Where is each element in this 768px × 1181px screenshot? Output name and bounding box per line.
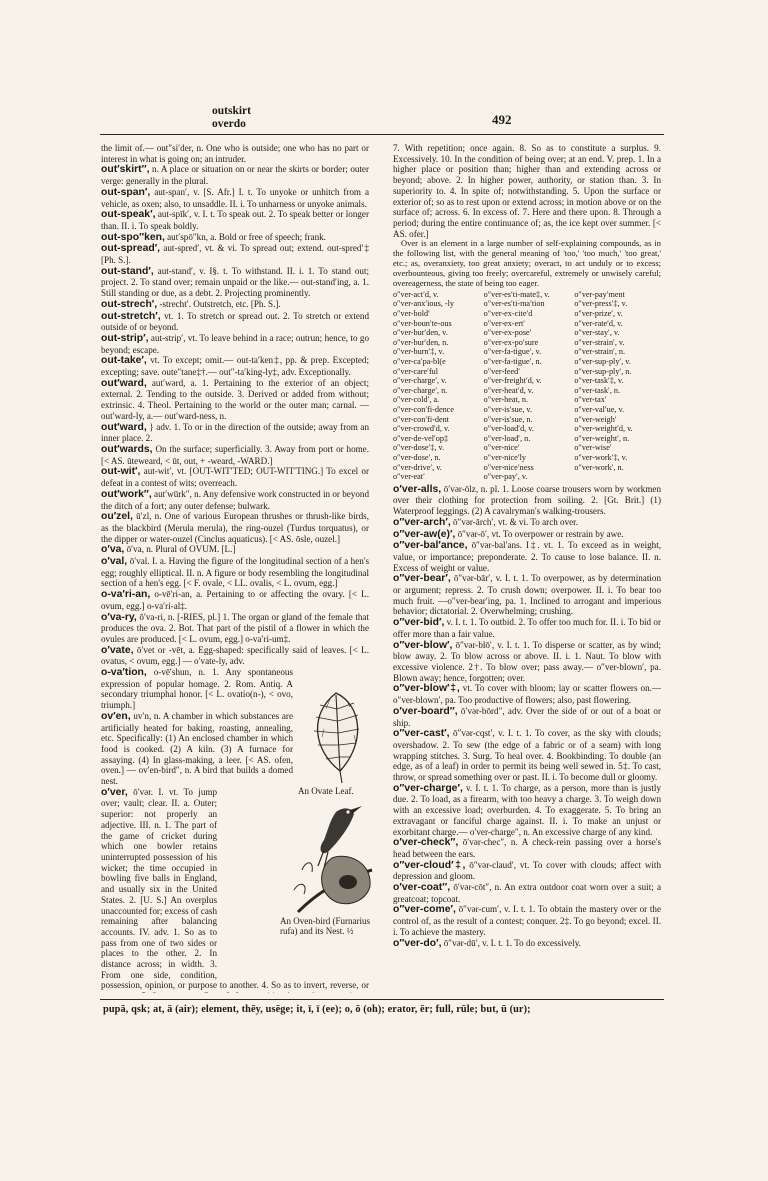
compound-word: o″ver-nice′ness [483, 462, 534, 472]
definition: ō″vər-ō′, vt. To overpower or restrain by awe. [455, 528, 624, 539]
dictionary-entry [393, 837, 661, 859]
compound-word: o″ver-dose′, n. [393, 452, 441, 462]
headword: o″ver-cloud′‡, [393, 859, 466, 871]
dictionary-entry [101, 544, 369, 556]
headword: out-speak′, [101, 209, 156, 221]
compound-word: o″ver-bur′den, v. [393, 328, 448, 338]
definition: n. A place or situation on or near the skirts or border; outer verge: generally in the plural. [101, 164, 369, 187]
definition: aut-spred′, vt. & vi. To spread out; extend. out-spred′‡ [Ph. S.]. [101, 243, 369, 266]
compound-word: o″ver-press′‡, v. [574, 299, 628, 309]
compound-word: o″ver-feed′ [483, 366, 521, 376]
compound-word: o″ver-strain′, v. [574, 337, 625, 347]
right-entries [393, 484, 661, 950]
definition: ō′vər-chec″, n. A check-rein passing over a horse's head between the ears. [393, 837, 661, 859]
headword: o′val, [101, 556, 128, 568]
dictionary-entry [101, 243, 369, 265]
headword: o″ver-bal′ance, [393, 540, 468, 552]
headword: o′ver-alls, [393, 483, 442, 495]
headword: out-strip′, [101, 332, 149, 344]
headword: o′va, [101, 544, 125, 556]
compound-word: o″ver-dose′‡, v. [393, 443, 445, 453]
compound-word: o″ver-bold′ [393, 309, 430, 319]
compound-word: o″ver-ex-cite′d [483, 309, 533, 319]
compound-word: o″ver-ex-po′sure [483, 337, 539, 347]
definition: the limit of.— out″si′der, n. One who is outside; one who has no part or interest in what is going on; an intruder. [101, 143, 369, 164]
definition: vt. 1. To stretch or spread out. 2. To stretch or extend outside of or beyond. [101, 310, 369, 333]
compound-word: o″ver-sup-ply′, v. [574, 357, 631, 367]
definition: o-vē′ri-an, a. Pertaining to or affecting the ovary. [< L. ovum, egg.] o-va′ri-al‡. [101, 589, 369, 611]
ovate-leaf-illustration [300, 685, 372, 785]
dictionary-entry [393, 904, 661, 937]
dictionary-entry [101, 232, 369, 244]
headword: o″ver-blow′, [393, 639, 453, 651]
dictionary-entry [101, 143, 369, 164]
dictionary-entry [393, 484, 661, 517]
compound-word: o″ver-load′d, v. [483, 424, 534, 434]
page-number: 492 [492, 112, 512, 127]
dictionary-entry [101, 164, 369, 186]
dictionary-entry [393, 573, 661, 617]
definition: ō′vet or -vēt, a. Egg-shaped: specifically said of leaves. [< L. ovatus, < ovum, egg.] — o′vate-ly, adv. [101, 644, 369, 667]
definition: ō′vər. I. vt. To jump over; vault; clear. II. a. Outer; superior: not properly an adjective. III. n. 1. The part of the game of cricket during which one bowler retains uninterrupted possession of his wicket; the time occupied in bowling five balls in England, and usually six in the United States. 2. [U. S.] An overplus unaccounted for; excess of cash remaining after balancing accounts. IV. adv. 1. So as to pass from one of two sides or places to the other. 2. In distance across; in width. 3. From one side, condition, possession, opinion, or purpose to another. 4. So as to invert, reverse, or [101, 786, 369, 991]
definition: uv′n, n. A chamber in which substances are artificially heated for baking, roasting, annealing, etc. Specifically: (1) An enclosed chamber in which food is cooked. (2) A kiln. (3) A furnace for assaying. (4) In glass-making, a leer. [< AS. ofen, oven.] — ov′en-bird″, n. A bird that builds a domed nest. [101, 710, 293, 787]
definition: ō′va, n. Plural of OVUM. [L.] [124, 544, 236, 555]
definition: aut-wit′, vt. [OUT-WIT′TED; OUT-WIT′TING.] To excel or defeat in a contest of wits; overreach. [101, 466, 369, 489]
definition: ō″vər-bār′, v. I. t. 1. To overpower, as by determination or argument; repress. 2. To crush down; overpower. II. i. To bear too much fruit. —o″ver-bear′ing, pa. 1. Inclined to arrogant and imperious behavior; dictatorial. 2. Overwhelming; crushing. [393, 573, 661, 617]
compound-word: o″ver-weigh′ [574, 414, 617, 424]
compound-word: o″ver-de-vel′op‡ [393, 433, 449, 443]
headword: out′skirt″, [101, 164, 150, 176]
headword: out-spo″ken, [101, 231, 165, 243]
dictionary-entry [101, 556, 369, 589]
definition: -strecht′. Outstretch, etc. [Ph. S.]. [157, 298, 281, 309]
compound-word: o″ver-weight′, n. [574, 433, 630, 443]
compound-word: o″ver-act′d, v. [393, 289, 439, 299]
headword: o′ver, [101, 786, 128, 798]
compound-word: o″ver-stay′, v. [574, 328, 620, 338]
headword: o′ver-coat″, [393, 882, 451, 894]
dictionary-entry [393, 860, 661, 882]
headword: o′vate, [101, 644, 134, 656]
figure-space [217, 787, 293, 977]
compound-word: o″ver-sup-ply′, n. [574, 366, 632, 376]
compound-word: o″ver-ex-pose′ [483, 328, 532, 338]
guide-word-last: overdo [212, 118, 246, 130]
leaf-caption: An Ovate Leaf. [298, 786, 354, 796]
dictionary-entry [101, 378, 369, 422]
dictionary-entry [101, 511, 369, 544]
definition: vt. To cover with bloom; lay or scatter flowers on.— o″ver-blown′, pa. Too productive of flowers; also, past flowering. [393, 683, 661, 706]
headword: o″ver-do′, [393, 937, 442, 949]
bird-caption: An Oven-bird (Furnarius rufa) and its Nest. ½ [280, 916, 370, 936]
compound-word [574, 472, 661, 482]
definition: ō′val. I. a. Having the figure of the longitudinal section of a hen's egg; roughly elliptical. II. n. A figure or body resembling the longitudinal section of a hen's egg. [< F. ovale, < LL. ovalis, < L. ovum, egg.] [101, 556, 369, 589]
compound-word: o″ver-weight′d, v. [574, 424, 633, 434]
compound-word: o″ver-es′ti-mate‡, v. [483, 289, 550, 299]
dictionary-entry [393, 706, 661, 728]
compound-word: o″ver-wise′ [574, 443, 612, 453]
dictionary-entry [101, 333, 369, 355]
compound-word: o″ver-task′, n. [574, 385, 621, 395]
compound-word: o″ver-con′fi-dence [393, 404, 454, 414]
compound-word: o″ver-es′ti-ma′tion [483, 299, 545, 309]
dictionary-entry [393, 683, 661, 705]
dictionary-entry [393, 640, 661, 684]
compound-word: o″ver-work′, n. [574, 462, 624, 472]
compound-word: o″ver-con′fi-dent [393, 414, 449, 424]
definition: aut-span′, v. [S. Afr.] I. t. To unyoke or unhitch from a vehicle, as oxen; also, to unsaddle. II. i. To unharness or unyoke animals. [101, 186, 369, 209]
compound-word: o″ver-charge′, v. [393, 376, 447, 386]
compound-word: o″ver-fa-tigue′, v. [483, 347, 542, 357]
compound-word: o″ver-anx′ious, -ly [393, 299, 454, 309]
dictionary-entry [393, 938, 661, 950]
dictionary-entry [393, 517, 661, 529]
compound-word: o″ver-ca′pa-bl(e [393, 357, 446, 367]
definition: ō″vər-bal′ans. I‡. vt. 1. To exceed as in weight, value, or importance; preponderate. 2. To cause to lose balance. II. n. Excess of weight or value. [393, 540, 661, 573]
headword: o″ver-blow′‡, [393, 683, 460, 695]
headword: out-stretch′, [101, 310, 161, 322]
headword: o″ver-aw(e)′, [393, 528, 456, 540]
dictionary-entry [101, 589, 369, 611]
headword: ou′zel, [101, 511, 133, 523]
compound-word: o″ver-tax′ [574, 395, 607, 405]
footer-rule [100, 999, 664, 1000]
headword: out-stand′, [101, 265, 154, 277]
dictionary-entry [393, 783, 661, 838]
dictionary-entry [101, 266, 369, 299]
dictionary-entry [393, 617, 661, 639]
headword: o′ver-check″, [393, 837, 459, 849]
compound-word: o″ver-prize′, v. [574, 309, 623, 319]
headword: o″ver-arch′, [393, 516, 451, 528]
header-rule [100, 134, 664, 135]
compound-word: o″ver-heat, n. [483, 395, 529, 405]
headword: o″ver-charge′, [393, 782, 463, 794]
definition: aut-strip′, vt. To leave behind in a race; outrun; hence, to go beyond; escape. [101, 332, 369, 355]
headword: out′work″, [101, 488, 152, 500]
compound-word: o″ver-charge′, n. [393, 385, 448, 395]
compounds-note: Over is an element in a large number of self-explaining compounds, as in the following list, with the general meaning of 'too,' 'too much,' 'too great,' etc.; as, overanxiety, too great anxiety; overact, to act unduly or to excess; overbounteous, giving too freely; overcareful, extremely or unwisely careful; overeagerness, the state of being too eager. [393, 238, 661, 288]
headword: o″ver-come′, [393, 904, 456, 916]
compound-word: o″ver-task′‡, v. [574, 376, 624, 386]
headword: ov′en, [101, 710, 131, 722]
definition: ō″vər-claud′, vt. To cover with clouds; affect with depression and gloom. [393, 859, 661, 882]
definition: aut-spīk′, v. I. t. To speak out. 2. To speak better or longer than. II. i. To speak boldly. [101, 209, 369, 231]
oven-bird-illustration [288, 800, 376, 916]
definition: ō″vər-blō′, v. I. t. 1. To disperse or scatter, as by wind; blow away. 2. To blow across or above. II. i. 1. Naut. To blow with excessive violence. 2†. To blow over; pass away.— o″ver-blown′, pa. Blown away; hence, forgotten; over. [393, 639, 661, 683]
compound-word: o″ver-pay′ment [574, 289, 625, 299]
headword: o-va′tion, [101, 667, 147, 679]
headword: o′va-ry, [101, 611, 137, 623]
headword: out-strech′, [101, 298, 158, 310]
headword: o-va′ri-an, [101, 589, 151, 601]
definition: ō″vər-cum′, v. I. t. 1. To obtain the mastery over or the control of, as the result of a contest; conquer. 2‡. To go beyond; excel. II. i. To achieve the mastery. [393, 904, 661, 937]
dictionary-entry [101, 187, 369, 209]
dictionary-entry [101, 489, 369, 511]
compound-word: o″ver-care′ful [393, 366, 439, 376]
compound-word-list [393, 290, 661, 482]
definition: ō″vər-ārch′, vt. & vi. To arch over. [450, 516, 578, 527]
guide-words [212, 105, 251, 131]
definition: ō′vər-bōrd″, adv. Over the side of or out of a boat or ship. [393, 705, 661, 728]
dictionary-entry [101, 422, 369, 444]
compound-word: o″ver-ex-ert′ [483, 318, 526, 328]
headword: out-spread′, [101, 243, 161, 255]
pronunciation-key: pupā, qsk; at, ā (air); element, thēy, usēge; it, ī, ī (ee); o, ō (oh); erator, ēr; full, rūle; but, ū (ur); [103, 1004, 531, 1015]
compound-word: o″ver-boun′te-ous [393, 318, 452, 328]
compound-word: o″ver-freight′d, v. [483, 376, 542, 386]
headword: o″ver-bid′, [393, 617, 445, 629]
compound-word: o″ver-pay′, v. [483, 472, 528, 482]
dictionary-entry [393, 540, 661, 573]
headword: o″ver-bear′, [393, 573, 451, 585]
definition: } adv. 1. To or in the direction of the outside; away from an inner place. 2. [101, 421, 369, 444]
definition: ō″vər-cqst′, v. I. t. 1. To cover, as the sky with clouds; overshadow. 2. To sew (the edge of a fabric or of a seam) with long wrapping stitches. 3. Surg. To heal over. 4. Bookbinding. To double (an edge, as of a leaf) in order to permit its being well sewed in. 5‡. To cast, throw, or spread something over or past. II. i. To become dull or gloomy. [393, 728, 661, 783]
headword: out-wit′, [101, 466, 141, 478]
compound-word: o″ver-heat′d, v. [483, 385, 534, 395]
compound-word: o″ver-is′sue, n. [483, 414, 533, 424]
dictionary-entry [101, 209, 369, 231]
compound-word: o″ver-is′sue, v. [483, 404, 533, 414]
definition: ō″vər-dū′, v. I. t. 1. To do excessively. [441, 937, 581, 948]
headword: out′ward, [101, 421, 147, 433]
definition: ū′zl, n. One of various European thrushes or thrush-like birds, as the blackbird (Merula merula), the ring-ouzel (Turdus torquatus), or the dipper or water-ouzel (Cinclus aquaticus). [< AS. ōsle, ouzel.] [101, 511, 369, 544]
dictionary-entry [393, 728, 661, 783]
compound-word: o″ver-work′‡, v. [574, 452, 628, 462]
compound-word: o″ver-strain′, n. [574, 347, 626, 357]
dictionary-entry [101, 311, 369, 333]
dictionary-entry [101, 612, 369, 645]
definition: aut′wərd, a. 1. Pertaining to the exterior of an object; external. 2. Tending to the outside. 3. Derived or added from without; extrinsic. 4. Theol. Pertaining to the world or the outer man; carnal. — out′ward-ly, a.— out′ward-ness, n. [101, 377, 369, 421]
definition: v. I. t. 1. To charge, as a person, more than is justly due. 2. To load, as a firearm, with too heavy a charge. 3. To weigh down with an excessive load; overburden. 4. To exaggerate. 5. To bring an extravagant or fanciful charge against. II. i. To make an unjust or exorbitant charge.— o′ver-charge″, n. An excessive charge of any kind. [393, 782, 661, 837]
dictionary-entry [101, 466, 369, 488]
definition: ō′vər-cōt″, n. An extra outdoor coat worn over a suit; a greatcoat; topcoat. [393, 882, 661, 904]
compound-word: o″ver-fa-tigue′, n. [483, 357, 542, 367]
definition: vt. To except; omit.— out-ta′ken‡, pp. & prep. Excepted; excepting; save. oute″tane‡†.— out″-ta′king-ly‡, adv. Exceptionally. [101, 355, 369, 378]
dictionary-entry [101, 444, 369, 466]
compound-word: o″ver-crowd′d, v. [393, 424, 450, 434]
dictionary-entry [393, 882, 661, 904]
compound-word: o″ver-bur′den, n. [393, 337, 449, 347]
compound-word: o″ver-nice′ [483, 443, 520, 453]
dictionary-entry [101, 355, 369, 377]
right-column [393, 143, 661, 993]
definition: aut-stand′, v. I§. t. To withstand. II. i. 1. To stand out; project. 2. To stand over; remain unpaid or the like.— out-stand′ing, a. 1. Still standing or due, as a debt. 2. Projecting prominently. [101, 265, 369, 299]
headword: out′wards, [101, 443, 153, 455]
compound-word: o″ver-eat′ [393, 472, 425, 482]
compound-word: o″ver-rate′d, v. [574, 318, 623, 328]
compound-word: o″ver-burn′‡, v. [393, 347, 445, 357]
headword: out-take′, [101, 355, 147, 367]
definition: v. I. t. 1. To outbid. 2. To offer too much for. II. i. To bid or offer more than a fair value. [393, 617, 661, 639]
entry-over-continued: 7. With repetition; once again. 8. So as to constitute a surplus. 9. Excessively. 10. In the condition of being over; at an end. V. prep. 1. In a higher place or position than; higher than and extending across or beyond; above. 2. In higher power, authority, or station than. 3. In superiority to. 4. In spite of; notwithstanding. 5. Upon the surface or exterior of; so as to rest upon or extend across; in motion above or on the surface of; across. 6. In excess of. 7. Here and there upon. 8. Through a period; during the entire continuance of; as, the ice kept over summer. [< AS. ofer.] [393, 143, 661, 239]
compound-word: o″ver-load′, n. [483, 433, 531, 443]
headword: o′ver-board″, [393, 705, 458, 717]
compound-word: o″ver-val′ue, v. [574, 404, 625, 414]
definition: aut′wūrk″, n. Any defensive work constructed in or beyond the ditch of a fort; any outer defense; bulwark. [101, 488, 369, 511]
guide-word-first: outskirt [212, 105, 251, 117]
compound-word: o″ver-drive′, v. [393, 462, 442, 472]
definition: aut′spō″kn, a. Bold or free of speech; frank. [164, 231, 326, 242]
dictionary-entry [101, 645, 369, 667]
definition: On the surface; superficially. 3. Away from port or home. [< AS. ūteweard, < ūt, out, + -weard, -WARD.] [101, 443, 369, 466]
definition: ō′va-ri, n. [-RIES, pl.] 1. The organ or gland of the female that produces the ova. 2. Bot. That part of the pistil of a flower in which the ovules are produced. [< L. ovum, egg.] o-va′ri-um‡. [101, 611, 369, 644]
headword: out-span′, [101, 186, 151, 198]
definition: o-vē′shun, n. 1. Any spontaneous expression of popular homage. 2. Rom. Antiq. A secondary triumphal honor. [< L. ovatio(n-), < ovo, triumph.] [101, 667, 293, 711]
headword: o″ver-cast′, [393, 728, 450, 740]
headword: out′ward, [101, 377, 147, 389]
dictionary-entry [101, 299, 369, 311]
definition: ō′vər-ōlz, n. pl. 1. Loose coarse trousers worn by workmen over their clothing for protection from soiling. 2. [Gt. Brit.] (1) Waterproof leggings. (2) A cavalryman's walking-trousers. [393, 483, 661, 517]
compound-word: o″ver-cold′, a. [393, 395, 440, 405]
compound-word: o″ver-nice′ly [483, 452, 526, 462]
dictionary-entry [393, 529, 661, 541]
